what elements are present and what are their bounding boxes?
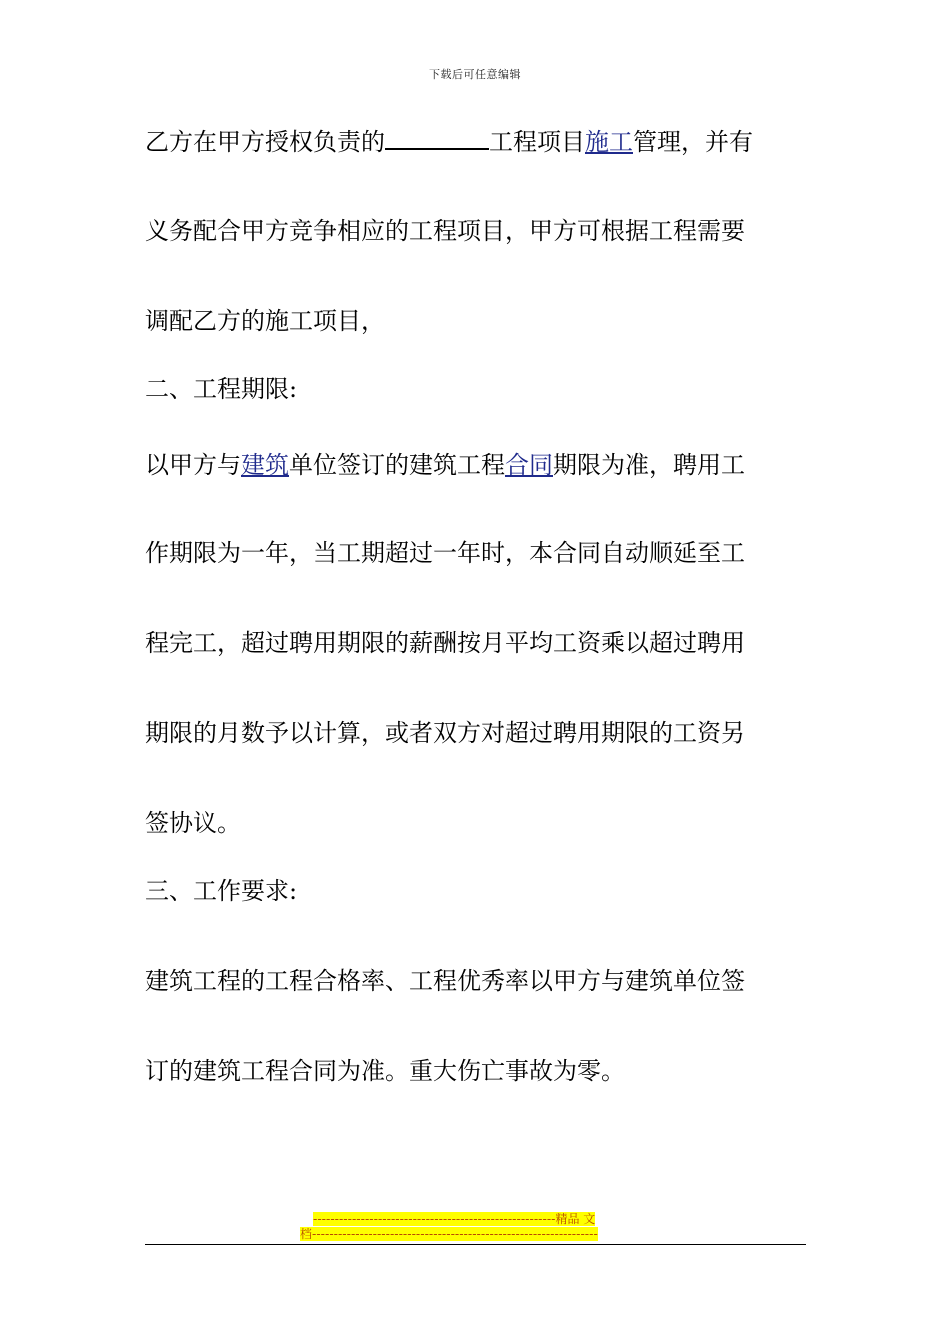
paragraph-line-1 bbox=[145, 126, 753, 157]
link-construction[interactable]: 施工 bbox=[585, 128, 633, 156]
paragraph-line-6: 作期限为一年，当工期超过一年时，本合同自动顺延至工 bbox=[145, 539, 745, 567]
paragraph-line-12: 订的建筑工程合同为准。重大伤亡事故为零。 bbox=[145, 1057, 625, 1085]
footer-line-1: --------------------------------------------------------精品 文 bbox=[313, 1212, 596, 1226]
paragraph-line-8: 期限的月数予以计算，或者双方对超过聘用期限的工资另 bbox=[145, 719, 745, 747]
link-contract[interactable]: 合同 bbox=[505, 451, 553, 479]
paragraph-line-11: 建筑工程的工程合格率、工程优秀率以甲方与建筑单位签 bbox=[145, 967, 745, 995]
page-header: 下载后可任意编辑 bbox=[429, 68, 521, 81]
text-segment: 单位签订的建筑工程 bbox=[289, 451, 505, 479]
text-segment: 以甲方与 bbox=[145, 451, 241, 479]
paragraph-line-7: 程完工，超过聘用期限的薪酬按月平均工资乘以超过聘用 bbox=[145, 629, 745, 657]
section-heading-term: 二、工程期限: bbox=[145, 375, 298, 403]
footer-divider bbox=[145, 1244, 806, 1245]
footer-line-2: 档------------------------------------------------------------------ bbox=[300, 1227, 598, 1241]
section-heading-requirements: 三、工作要求: bbox=[145, 877, 298, 905]
text-segment: 管理，并有 bbox=[633, 128, 753, 156]
text-segment: 乙方在甲方授权负责的 bbox=[145, 128, 385, 156]
footer-watermark bbox=[300, 1212, 650, 1242]
text-segment: 期限为准，聘用工 bbox=[553, 451, 745, 479]
paragraph-line-5 bbox=[145, 450, 745, 480]
paragraph-line-3: 调配乙方的施工项目， bbox=[145, 307, 385, 335]
link-building[interactable]: 建筑 bbox=[241, 451, 289, 479]
paragraph-line-2: 义务配合甲方竞争相应的工程项目，甲方可根据工程需要 bbox=[145, 217, 745, 245]
paragraph-line-9: 签协议。 bbox=[145, 809, 241, 837]
text-segment: 工程项目 bbox=[489, 128, 585, 156]
fill-in-blank bbox=[385, 126, 489, 150]
